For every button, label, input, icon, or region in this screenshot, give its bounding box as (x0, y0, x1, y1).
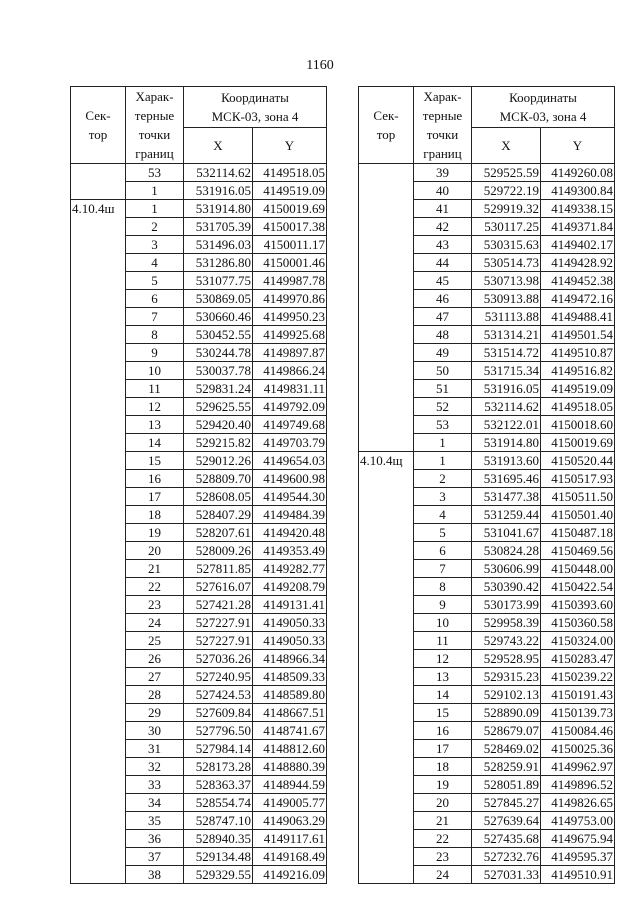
point-cell: 13 (126, 416, 184, 434)
x-cell: 527796.50 (184, 722, 253, 740)
table-row (359, 452, 615, 470)
x-cell: 531913.60 (472, 452, 541, 470)
x-cell: 527240.95 (184, 668, 253, 686)
x-cell: 528207.61 (184, 524, 253, 542)
x-cell: 530315.63 (472, 236, 541, 254)
x-cell: 529134.48 (184, 848, 253, 866)
y-cell: 4150139.73 (541, 704, 615, 722)
x-cell: 527424.53 (184, 686, 253, 704)
x-cell: 529919.32 (472, 200, 541, 218)
y-cell: 4149970.86 (253, 290, 327, 308)
point-cell: 19 (126, 524, 184, 542)
x-cell: 527845.27 (472, 794, 541, 812)
coordinates-header-line: Координаты (509, 90, 577, 105)
y-cell: 4150018.60 (541, 416, 615, 434)
sector-cell: 4.10.4ш (71, 200, 126, 884)
y-column-header: Y (541, 128, 615, 164)
x-cell: 527232.76 (472, 848, 541, 866)
point-cell: 23 (126, 596, 184, 614)
point-cell: 50 (414, 362, 472, 380)
x-cell: 529625.55 (184, 398, 253, 416)
x-cell: 527609.84 (184, 704, 253, 722)
y-cell: 4150283.47 (541, 650, 615, 668)
y-cell: 4149063.29 (253, 812, 327, 830)
x-cell: 527227.91 (184, 632, 253, 650)
x-cell: 531496.03 (184, 236, 253, 254)
sector-header-line: тор (376, 127, 396, 142)
points-header-line: терные (134, 108, 175, 123)
point-cell: 3 (414, 488, 472, 506)
y-cell: 4149987.78 (253, 272, 327, 290)
point-cell: 1 (414, 452, 472, 470)
x-cell: 531705.39 (184, 218, 253, 236)
y-cell: 4149510.87 (541, 344, 615, 362)
y-cell: 4150448.00 (541, 560, 615, 578)
y-cell: 4149518.05 (541, 398, 615, 416)
y-cell: 4149866.24 (253, 362, 327, 380)
x-cell: 530660.46 (184, 308, 253, 326)
x-cell: 531715.34 (472, 362, 541, 380)
x-cell: 532114.62 (472, 398, 541, 416)
x-cell: 531041.67 (472, 524, 541, 542)
y-cell: 4149420.48 (253, 524, 327, 542)
y-cell: 4150501.40 (541, 506, 615, 524)
sector-header-line: Сек- (373, 108, 399, 123)
point-cell: 18 (414, 758, 472, 776)
x-cell: 528608.05 (184, 488, 253, 506)
x-cell: 529528.95 (472, 650, 541, 668)
y-cell: 4149831.11 (253, 380, 327, 398)
y-column-header: Y (253, 128, 327, 164)
x-cell: 531259.44 (472, 506, 541, 524)
coordinates-table-left (70, 86, 327, 884)
y-cell: 4150324.00 (541, 632, 615, 650)
y-cell: 4150019.69 (253, 200, 327, 218)
point-cell: 38 (126, 866, 184, 884)
x-cell: 528051.89 (472, 776, 541, 794)
point-cell: 17 (126, 488, 184, 506)
point-cell: 7 (126, 308, 184, 326)
point-cell: 5 (126, 272, 184, 290)
x-cell: 531916.05 (184, 182, 253, 200)
x-cell: 531514.72 (472, 344, 541, 362)
x-cell: 530390.42 (472, 578, 541, 596)
y-cell: 4149749.68 (253, 416, 327, 434)
sector-header (359, 87, 414, 164)
x-cell: 528173.28 (184, 758, 253, 776)
point-cell: 20 (126, 542, 184, 560)
point-cell: 16 (414, 722, 472, 740)
point-cell: 8 (414, 578, 472, 596)
y-cell: 4149518.05 (253, 164, 327, 182)
x-cell: 528407.29 (184, 506, 253, 524)
x-column-header: X (184, 128, 253, 164)
y-cell: 4149208.79 (253, 578, 327, 596)
point-cell: 2 (126, 218, 184, 236)
sector-cell (71, 164, 126, 200)
points-header-line: точки (426, 127, 459, 142)
point-cell: 4 (126, 254, 184, 272)
y-cell: 4149896.52 (541, 776, 615, 794)
x-cell: 528809.70 (184, 470, 253, 488)
y-cell: 4149510.91 (541, 866, 615, 884)
point-cell: 9 (414, 596, 472, 614)
y-cell: 4149050.33 (253, 614, 327, 632)
x-cell: 528259.91 (472, 758, 541, 776)
point-cell: 22 (414, 830, 472, 848)
point-cell: 12 (414, 650, 472, 668)
points-header (126, 87, 184, 164)
point-cell: 41 (414, 200, 472, 218)
page-number: 1160 (306, 58, 334, 73)
point-cell: 3 (126, 236, 184, 254)
point-cell: 44 (414, 254, 472, 272)
x-cell: 529329.55 (184, 866, 253, 884)
point-cell: 26 (126, 650, 184, 668)
point-cell: 16 (126, 470, 184, 488)
x-cell: 527811.85 (184, 560, 253, 578)
point-cell: 18 (126, 506, 184, 524)
x-cell: 528940.35 (184, 830, 253, 848)
x-cell: 531916.05 (472, 380, 541, 398)
table-row (359, 164, 615, 182)
x-cell: 530514.73 (472, 254, 541, 272)
x-cell: 530117.25 (472, 218, 541, 236)
y-cell: 4149050.33 (253, 632, 327, 650)
points-header-line: Харак- (423, 89, 462, 104)
point-cell: 40 (414, 182, 472, 200)
x-cell: 528679.07 (472, 722, 541, 740)
point-cell: 39 (414, 164, 472, 182)
y-cell: 4148966.34 (253, 650, 327, 668)
y-cell: 4149131.41 (253, 596, 327, 614)
point-cell: 27 (126, 668, 184, 686)
y-cell: 4149501.54 (541, 326, 615, 344)
point-cell: 25 (126, 632, 184, 650)
y-cell: 4149792.09 (253, 398, 327, 416)
x-cell: 529743.22 (472, 632, 541, 650)
sector-header-line: тор (88, 127, 108, 142)
point-cell: 15 (126, 452, 184, 470)
point-cell: 35 (126, 812, 184, 830)
point-cell: 47 (414, 308, 472, 326)
point-cell: 46 (414, 290, 472, 308)
x-cell: 527639.64 (472, 812, 541, 830)
sector-cell: 4.10.4щ (359, 452, 414, 884)
coordinates-table-right (358, 86, 615, 884)
point-cell: 11 (126, 380, 184, 398)
y-cell: 4150511.50 (541, 488, 615, 506)
x-cell: 529012.26 (184, 452, 253, 470)
x-cell: 530606.99 (472, 560, 541, 578)
y-cell: 4148944.59 (253, 776, 327, 794)
y-cell: 4149371.84 (541, 218, 615, 236)
y-cell: 4148880.39 (253, 758, 327, 776)
y-cell: 4149216.09 (253, 866, 327, 884)
point-cell: 36 (126, 830, 184, 848)
point-cell: 10 (126, 362, 184, 380)
point-cell: 10 (414, 614, 472, 632)
y-cell: 4149516.82 (541, 362, 615, 380)
y-cell: 4149595.37 (541, 848, 615, 866)
coordinates-header-line: МСК-03, зона 4 (499, 109, 587, 124)
y-cell: 4149260.08 (541, 164, 615, 182)
point-cell: 8 (126, 326, 184, 344)
y-cell: 4150517.93 (541, 470, 615, 488)
x-cell: 530713.98 (472, 272, 541, 290)
point-cell: 22 (126, 578, 184, 596)
point-cell: 1 (126, 182, 184, 200)
point-cell: 33 (126, 776, 184, 794)
table-body (71, 164, 327, 884)
x-cell: 528890.09 (472, 704, 541, 722)
x-cell: 528554.74 (184, 794, 253, 812)
x-cell: 530173.99 (472, 596, 541, 614)
point-cell: 28 (126, 686, 184, 704)
y-cell: 4149753.00 (541, 812, 615, 830)
y-cell: 4150191.43 (541, 686, 615, 704)
table-row (71, 164, 327, 182)
y-cell: 4148741.67 (253, 722, 327, 740)
point-cell: 45 (414, 272, 472, 290)
y-cell: 4150520.44 (541, 452, 615, 470)
x-cell: 528009.26 (184, 542, 253, 560)
x-cell: 529102.13 (472, 686, 541, 704)
y-cell: 4150019.69 (541, 434, 615, 452)
x-cell: 529831.24 (184, 380, 253, 398)
point-cell: 1 (414, 434, 472, 452)
x-cell: 532122.01 (472, 416, 541, 434)
point-cell: 20 (414, 794, 472, 812)
point-cell: 34 (126, 794, 184, 812)
y-cell: 4149353.49 (253, 542, 327, 560)
y-cell: 4149282.77 (253, 560, 327, 578)
x-cell: 528363.37 (184, 776, 253, 794)
point-cell: 21 (126, 560, 184, 578)
point-cell: 1 (126, 200, 184, 218)
x-cell: 530913.88 (472, 290, 541, 308)
point-cell: 31 (126, 740, 184, 758)
y-cell: 4149338.15 (541, 200, 615, 218)
point-cell: 13 (414, 668, 472, 686)
point-cell: 9 (126, 344, 184, 362)
x-cell: 527984.14 (184, 740, 253, 758)
table-row (71, 200, 327, 218)
coordinates-header (472, 87, 615, 128)
y-cell: 4149826.65 (541, 794, 615, 812)
y-cell: 4150001.46 (253, 254, 327, 272)
x-cell: 531286.80 (184, 254, 253, 272)
y-cell: 4149428.92 (541, 254, 615, 272)
x-cell: 532114.62 (184, 164, 253, 182)
sector-header (71, 87, 126, 164)
y-cell: 4150017.38 (253, 218, 327, 236)
x-cell: 527036.26 (184, 650, 253, 668)
x-cell: 530037.78 (184, 362, 253, 380)
point-cell: 14 (126, 434, 184, 452)
points-header-line: Харак- (135, 89, 174, 104)
y-cell: 4150011.17 (253, 236, 327, 254)
point-cell: 51 (414, 380, 472, 398)
point-cell: 42 (414, 218, 472, 236)
x-cell: 529215.82 (184, 434, 253, 452)
y-cell: 4149452.38 (541, 272, 615, 290)
point-cell: 12 (126, 398, 184, 416)
x-cell: 527031.33 (472, 866, 541, 884)
y-cell: 4150239.22 (541, 668, 615, 686)
points-header-line: точки (138, 127, 171, 142)
coordinates-header-line: МСК-03, зона 4 (211, 109, 299, 124)
y-cell: 4149925.68 (253, 326, 327, 344)
x-cell: 531477.38 (472, 488, 541, 506)
x-cell: 528469.02 (472, 740, 541, 758)
x-cell: 531914.80 (472, 434, 541, 452)
y-cell: 4150487.18 (541, 524, 615, 542)
y-cell: 4148667.51 (253, 704, 327, 722)
x-cell: 529315.23 (472, 668, 541, 686)
y-cell: 4150360.58 (541, 614, 615, 632)
x-cell: 530824.28 (472, 542, 541, 560)
point-cell: 53 (414, 416, 472, 434)
x-cell: 527227.91 (184, 614, 253, 632)
point-cell: 15 (414, 704, 472, 722)
y-cell: 4149519.09 (253, 182, 327, 200)
point-cell: 23 (414, 848, 472, 866)
point-cell: 37 (126, 848, 184, 866)
y-cell: 4149472.16 (541, 290, 615, 308)
x-cell: 531077.75 (184, 272, 253, 290)
y-cell: 4149005.77 (253, 794, 327, 812)
x-cell: 529525.59 (472, 164, 541, 182)
y-cell: 4149519.09 (541, 380, 615, 398)
y-cell: 4148589.80 (253, 686, 327, 704)
x-cell: 530244.78 (184, 344, 253, 362)
point-cell: 24 (126, 614, 184, 632)
y-cell: 4150422.54 (541, 578, 615, 596)
y-cell: 4149488.41 (541, 308, 615, 326)
x-cell: 529420.40 (184, 416, 253, 434)
points-header-line: терные (422, 108, 463, 123)
sector-cell (359, 164, 414, 452)
table-body (359, 164, 615, 884)
x-cell: 530452.55 (184, 326, 253, 344)
point-cell: 49 (414, 344, 472, 362)
y-cell: 4149950.23 (253, 308, 327, 326)
points-header-line: границ (423, 146, 462, 161)
y-cell: 4149675.94 (541, 830, 615, 848)
y-cell: 4149654.03 (253, 452, 327, 470)
sector-header-line: Сек- (85, 108, 111, 123)
y-cell: 4150084.46 (541, 722, 615, 740)
y-cell: 4150025.36 (541, 740, 615, 758)
coordinates-header (184, 87, 327, 128)
x-cell: 531914.80 (184, 200, 253, 218)
y-cell: 4149168.49 (253, 848, 327, 866)
y-cell: 4149300.84 (541, 182, 615, 200)
x-cell: 527435.68 (472, 830, 541, 848)
y-cell: 4148812.60 (253, 740, 327, 758)
point-cell: 19 (414, 776, 472, 794)
y-cell: 4149600.98 (253, 470, 327, 488)
x-cell: 527421.28 (184, 596, 253, 614)
y-cell: 4149962.97 (541, 758, 615, 776)
x-cell: 530869.05 (184, 290, 253, 308)
point-cell: 53 (126, 164, 184, 182)
point-cell: 4 (414, 506, 472, 524)
points-header (414, 87, 472, 164)
point-cell: 30 (126, 722, 184, 740)
point-cell: 6 (126, 290, 184, 308)
x-cell: 531314.21 (472, 326, 541, 344)
x-cell: 531113.88 (472, 308, 541, 326)
x-cell: 531695.46 (472, 470, 541, 488)
points-header-line: границ (135, 146, 174, 161)
x-cell: 528747.10 (184, 812, 253, 830)
coordinates-header-line: Координаты (221, 90, 289, 105)
point-cell: 14 (414, 686, 472, 704)
y-cell: 4149544.30 (253, 488, 327, 506)
point-cell: 5 (414, 524, 472, 542)
x-column-header: X (472, 128, 541, 164)
y-cell: 4149117.61 (253, 830, 327, 848)
point-cell: 2 (414, 470, 472, 488)
point-cell: 17 (414, 740, 472, 758)
point-cell: 21 (414, 812, 472, 830)
point-cell: 24 (414, 866, 472, 884)
y-cell: 4149402.17 (541, 236, 615, 254)
point-cell: 7 (414, 560, 472, 578)
y-cell: 4149897.87 (253, 344, 327, 362)
y-cell: 4148509.33 (253, 668, 327, 686)
y-cell: 4149484.39 (253, 506, 327, 524)
x-cell: 527616.07 (184, 578, 253, 596)
point-cell: 48 (414, 326, 472, 344)
point-cell: 52 (414, 398, 472, 416)
y-cell: 4149703.79 (253, 434, 327, 452)
y-cell: 4150469.56 (541, 542, 615, 560)
point-cell: 6 (414, 542, 472, 560)
x-cell: 529958.39 (472, 614, 541, 632)
point-cell: 32 (126, 758, 184, 776)
point-cell: 29 (126, 704, 184, 722)
y-cell: 4150393.60 (541, 596, 615, 614)
x-cell: 529722.19 (472, 182, 541, 200)
point-cell: 11 (414, 632, 472, 650)
point-cell: 43 (414, 236, 472, 254)
